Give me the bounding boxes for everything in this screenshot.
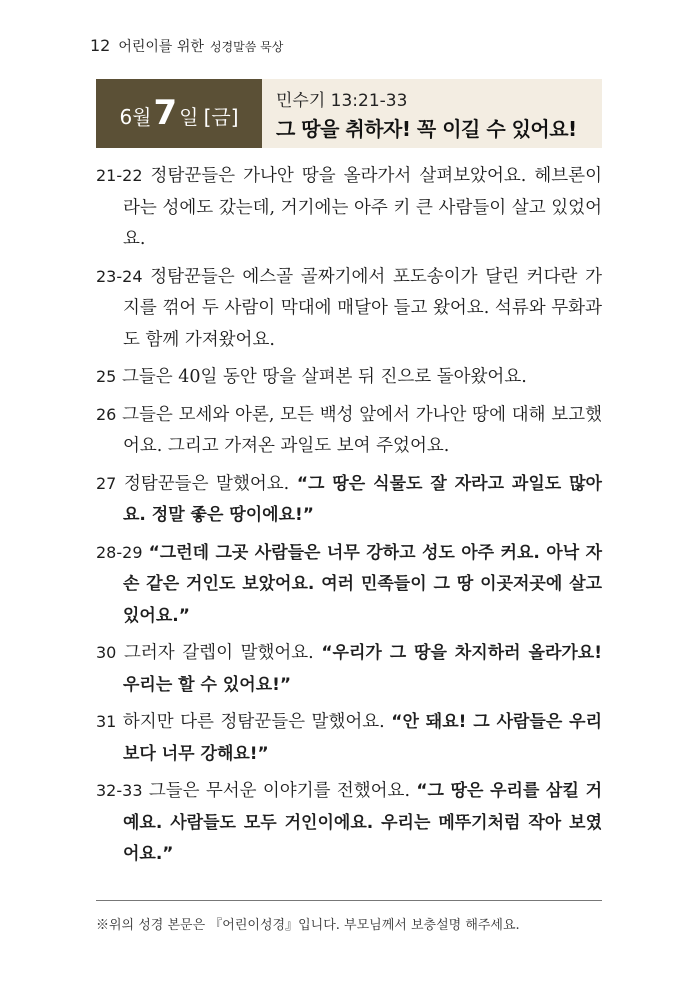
page-number: 12 xyxy=(90,36,111,55)
verse-text: 정탐꾼들은 말했어요. xyxy=(123,473,290,494)
verse-21-22 xyxy=(96,160,602,256)
verse-quote: “우리가 그 땅을 차지하러 올라가요! 우리는 할 수 있어요!” xyxy=(123,643,602,695)
verse-25 xyxy=(96,361,602,394)
book-subtitle: 성경말씀 묵상 xyxy=(209,40,284,54)
verse-number: 27 xyxy=(96,473,117,493)
verse-number: 28-29 xyxy=(96,542,143,562)
weekday-label: [금] xyxy=(203,105,239,129)
verse-text: 그들은 40일 동안 땅을 살펴본 뒤 진으로 돌아왔어요. xyxy=(121,367,527,387)
verse-number: 23-24 xyxy=(96,266,143,286)
verse-quote: “그런데 그곳 사람들은 너무 강하고 성도 아주 커요. 아낙 자손 같은 거인도 보았어요. 여러 민족들이 그 땅 이곳저곳에 살고 있어요.” xyxy=(123,542,602,626)
verse-quote: “그 땅은 식물도 잘 자라고 과일도 많아요. 정말 좋은 땅이에요!” xyxy=(123,473,602,525)
verse-list xyxy=(96,160,602,876)
passage-heading: 그 땅을 취하자! 꼭 이길 수 있어요! xyxy=(276,117,577,141)
verse-number: 32-33 xyxy=(96,781,143,800)
verse-quote: “안 돼요! 그 사람들은 우리보다 너무 강해요!” xyxy=(123,712,602,764)
verse-23-24 xyxy=(96,261,602,357)
verse-28-29 xyxy=(96,537,602,633)
verse-number: 31 xyxy=(96,712,117,731)
verse-text: 그들은 모세와 아론, 모든 백성 앞에서 가나안 땅에 대해 보고했어요. 그리고 가져온 과일도 보여 주었어요. xyxy=(122,404,602,456)
verse-30 xyxy=(96,637,602,701)
footnote: ※위의 성경 본문은 『어린이성경』입니다. 부모님께서 보충설명 해주세요. xyxy=(96,918,520,933)
month-label: 6월 xyxy=(119,105,152,129)
date-box xyxy=(96,79,262,148)
title-band xyxy=(96,79,602,148)
verse-number: 26 xyxy=(96,404,117,424)
verse-text: 정탐꾼들은 에스골 골짜기에서 포도송이가 달린 커다란 가지를 꺾어 두 사람이 막대에 매달아 들고 왔어요. 석류와 무화과도 함께 가져왔어요. xyxy=(123,266,602,350)
verse-31 xyxy=(96,706,602,770)
verse-quote: “그 땅은 우리를 삼킬 거예요. 사람들도 모두 거인이에요. 우리는 메뚜기처럼 작아 보였어요.” xyxy=(123,781,602,864)
day-number: 7 xyxy=(153,93,178,133)
passage-box xyxy=(262,79,602,148)
day-suffix: 일 xyxy=(179,105,199,129)
verse-number: 21-22 xyxy=(96,166,143,185)
book-title: 어린이를 위한 xyxy=(118,39,204,55)
verse-27 xyxy=(96,468,602,532)
verse-text: 정탐꾼들은 가나안 땅을 올라가서 살펴보았어요. 헤브론이라는 성에도 갔는데, 거기에는 아주 키 큰 사람들이 살고 있었어요. xyxy=(123,166,602,249)
verse-text: 그들은 무서운 이야기를 전했어요. xyxy=(148,781,411,801)
scripture-reference: 민수기 13:21-33 xyxy=(276,91,408,111)
running-header xyxy=(90,36,283,56)
verse-32-33 xyxy=(96,775,602,871)
verse-text: 하지만 다른 정탐꾼들은 말했어요. xyxy=(122,712,385,732)
verse-number: 25 xyxy=(96,367,117,386)
footnote-divider xyxy=(96,900,602,901)
verse-26 xyxy=(96,399,602,463)
verse-text: 그러자 갈렙이 말했어요. xyxy=(123,643,314,663)
verse-number: 30 xyxy=(96,643,117,662)
